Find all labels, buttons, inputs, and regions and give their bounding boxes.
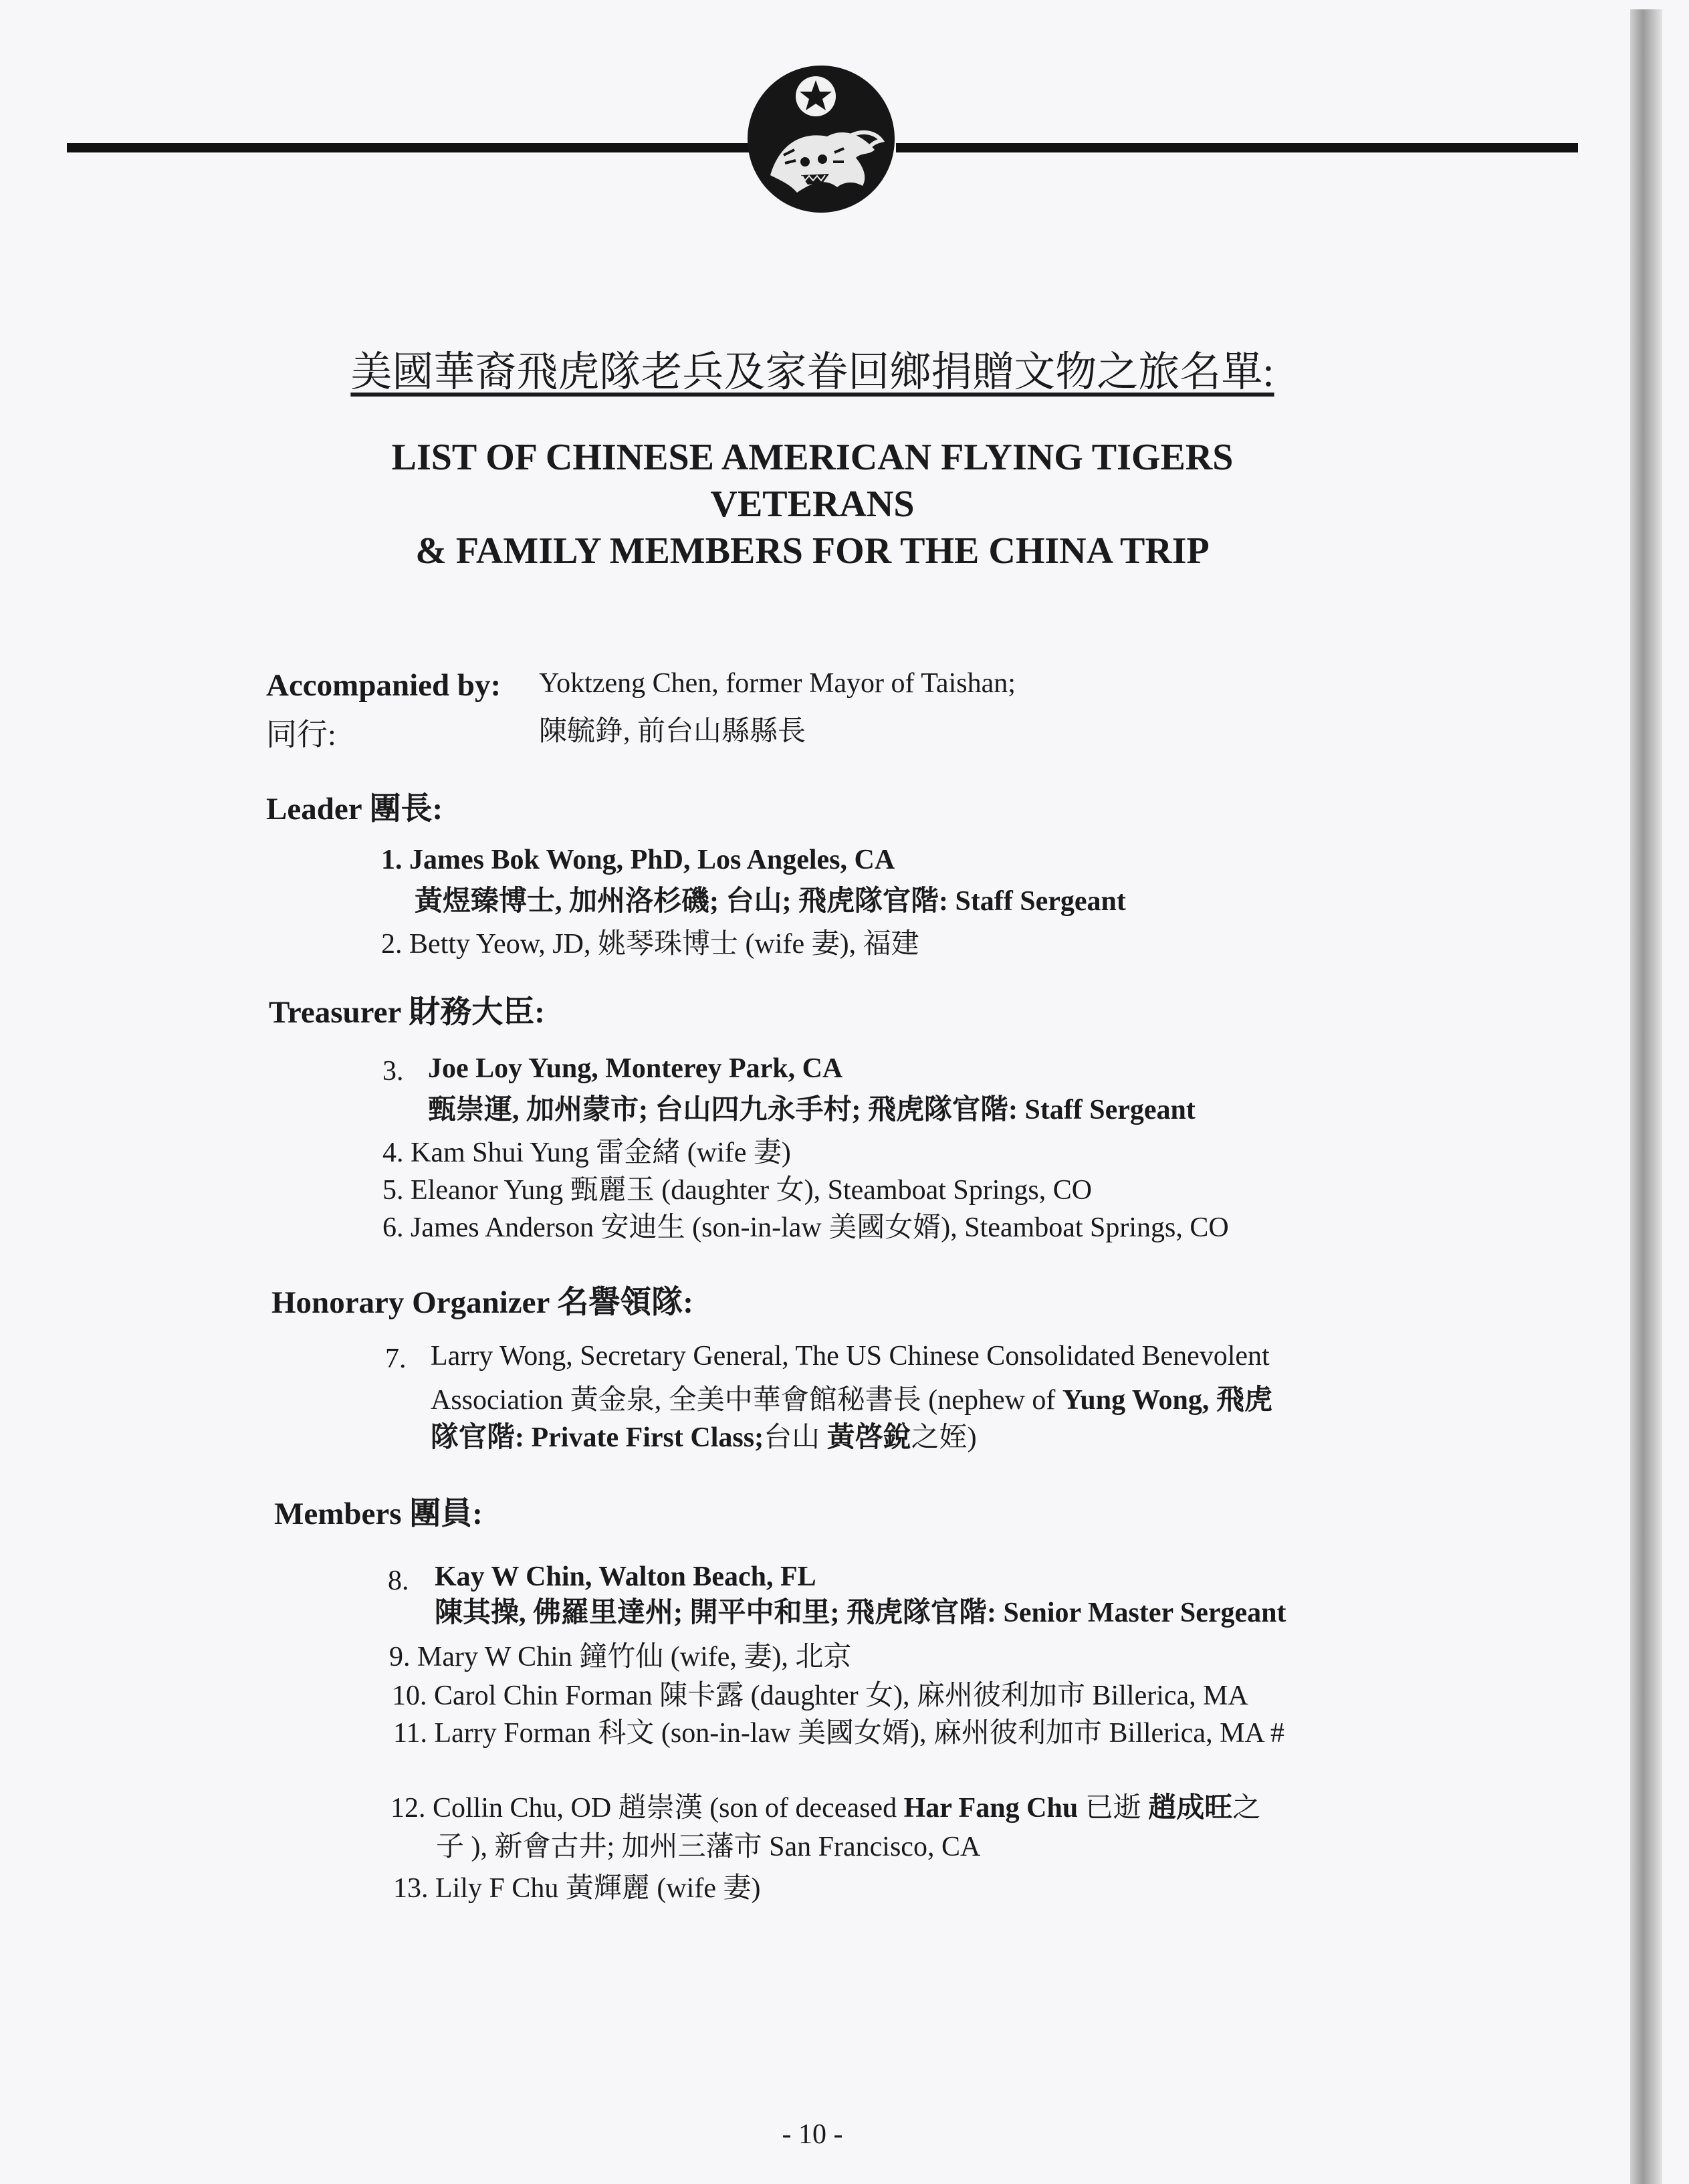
header-rule-right	[896, 143, 1578, 152]
page-edge-shadow	[1630, 9, 1662, 2184]
member-4: 4. Kam Shui Yung 雷金緒 (wife 妻)	[382, 1137, 791, 1168]
member-12-line-2: 子 ), 新會古井; 加州三藩市 San Francisco, CA	[436, 1832, 981, 1862]
member-7-number: 7.	[385, 1343, 407, 1374]
title-chinese: 美國華裔飛虎隊老兵及家眷回鄉捐贈文物之旅名單:	[350, 350, 1274, 395]
member-7-line-2: Association 黃金泉, 全美中華會館秘書長 (nephew of Yung Wong, 飛虎	[431, 1385, 1272, 1416]
accompanied-value: Yoktzeng Chen, former Mayor of Taishan;	[539, 668, 1016, 699]
member-7-line-1: Larry Wong, Secretary General, The US Chinese Consolidated Benevolent	[431, 1341, 1270, 1372]
member-1-name: 1. James Bok Wong, PhD, Los Angeles, CA	[381, 845, 895, 875]
flying-tiger-emblem-icon	[744, 62, 899, 217]
member-13: 13. Lily F Chu 黃輝麗 (wife 妻)	[393, 1873, 761, 1904]
treasurer-heading: Treasurer 財務大臣:	[269, 995, 545, 1030]
accompanied-label: Accompanied by:	[266, 668, 501, 703]
member-1-details: 黃煜臻博士, 加州洛杉磯; 台山; 飛虎隊官階: Staff Sergeant	[415, 886, 1126, 917]
member-9: 9. Mary W Chin 鐘竹仙 (wife, 妻), 北京	[389, 1642, 852, 1672]
member-3-name: Joe Loy Yung, Monterey Park, CA	[428, 1053, 843, 1084]
member-8-name: Kay W Chin, Walton Beach, FL	[435, 1561, 816, 1592]
leader-heading: Leader 團長:	[266, 792, 443, 827]
title-english-line-3: & FAMILY MEMBERS FOR THE CHINA TRIP	[415, 530, 1210, 572]
header-rule-left	[67, 143, 750, 152]
members-heading: Members 團員:	[274, 1497, 483, 1531]
member-12-line-1: 12. Collin Chu, OD 趙崇漢 (son of deceased Har Fang Chu 已逝 趙成旺之	[390, 1793, 1261, 1824]
member-7-line-3: 隊官階: Private First Class;台山 黃啓銳之姪)	[431, 1422, 977, 1453]
member-3-number: 3.	[382, 1056, 404, 1087]
honorary-organizer-heading: Honorary Organizer 名譽領隊:	[271, 1285, 693, 1320]
title-english-line-1: LIST OF CHINESE AMERICAN FLYING TIGERS	[391, 437, 1234, 478]
member-6: 6. James Anderson 安迪生 (son-in-law 美國女婿), Steamboat Springs, CO	[382, 1212, 1229, 1243]
title-english-line-2: VETERANS	[710, 483, 915, 525]
member-8-details: 陳其操, 佛羅里達州; 開平中和里; 飛虎隊官階: Senior Master Sergeant	[435, 1598, 1286, 1628]
member-10: 10. Carol Chin Forman 陳卡露 (daughter 女), 麻州彼利加市 Billerica, MA	[392, 1680, 1248, 1711]
page-number: - 10 -	[782, 2119, 843, 2150]
member-2: 2. Betty Yeow, JD, 姚琴珠博士 (wife 妻), 福建	[381, 929, 919, 960]
accompanied-value-zh: 陳毓錚, 前台山縣縣長	[539, 716, 806, 747]
member-8-number: 8.	[388, 1565, 409, 1596]
member-11: 11. Larry Forman 科文 (son-in-law 美國女婿), 麻州彼利加市 Billerica, MA #	[393, 1718, 1284, 1749]
member-5: 5. Eleanor Yung 甄麗玉 (daughter 女), Steamboat Springs, CO	[382, 1175, 1093, 1206]
accompanied-label-zh: 同行:	[266, 718, 336, 752]
member-3-details: 甄崇運, 加州蒙市; 台山四九永手村; 飛虎隊官階: Staff Sergeant	[428, 1095, 1196, 1125]
